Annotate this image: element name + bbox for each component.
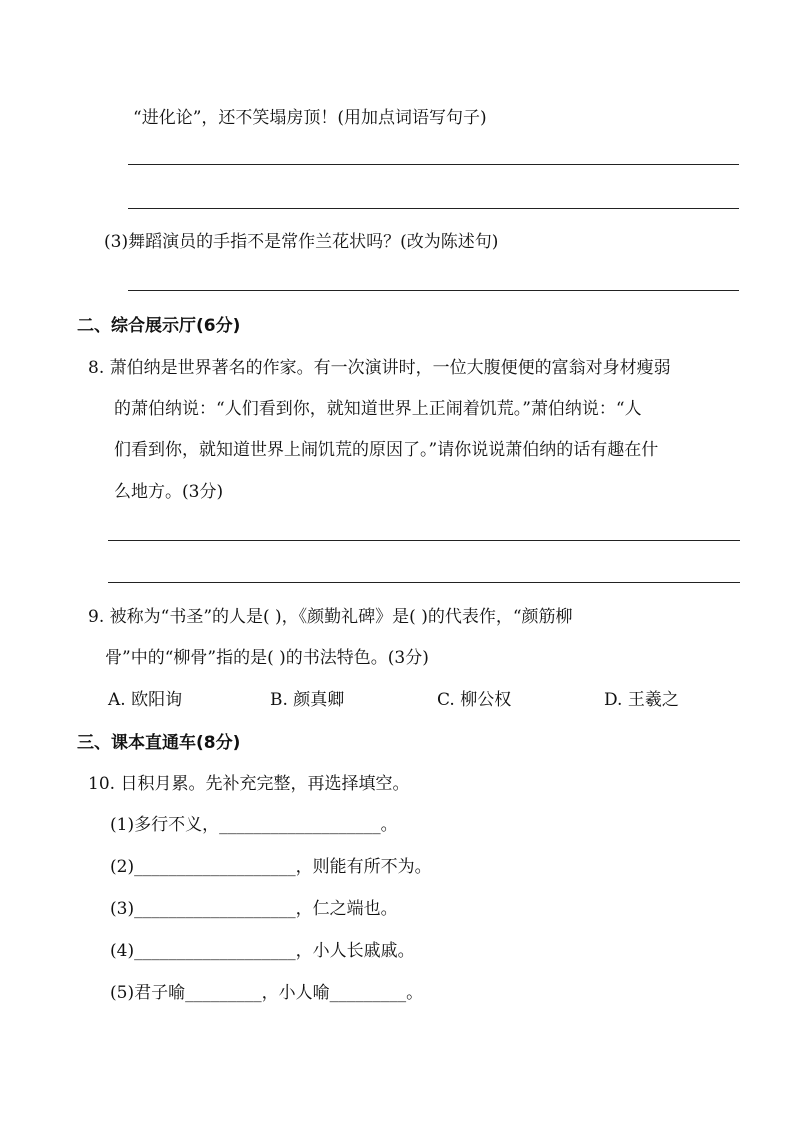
question-9-line: 骨”中的“柳骨”指的是( )的书法特色。(3分) <box>105 648 429 668</box>
question-8-line: 么地方。(3分) <box>114 482 224 502</box>
option-d: D. 王羲之 <box>604 690 679 710</box>
question-10-item: (2)___________________，则能有所不为。 <box>110 857 432 877</box>
answer-line <box>108 582 740 583</box>
section-3-heading: 三、课本直通车(8分) <box>77 733 241 753</box>
question-9-line: 9. 被称为“书圣”的人是( )，《颜勤礼碑》是( )的代表作，“颜筋柳 <box>88 607 573 627</box>
question-8-line: 8. 萧伯纳是世界著名的作家。有一次演讲时，一位大腹便便的富翁对身材瘦弱 <box>88 358 671 378</box>
question-10-title: 10. 日积月累。先补充完整，再选择填空。 <box>88 774 410 794</box>
question-10-item: (1)多行不义，___________________。 <box>110 815 398 835</box>
option-c: C. 柳公权 <box>437 690 512 710</box>
question-10-item: (5)君子喻_________，小人喻_________。 <box>110 983 424 1003</box>
option-a: A. 欧阳询 <box>108 690 183 710</box>
section-2-heading: 二、综合展示厅(6分) <box>77 316 241 336</box>
question-8-line: 们看到你，就知道世界上闹饥荒的原因了。”请你说说萧伯纳的话有趣在什 <box>114 440 659 460</box>
answer-line <box>128 208 739 209</box>
answer-line <box>128 164 739 165</box>
option-b: B. 颜真卿 <box>270 690 345 710</box>
question-7-3: (3)舞蹈演员的手指不是常作兰花状吗？(改为陈述句) <box>104 232 499 252</box>
question-10-item: (4)___________________，小人长戚戚。 <box>110 941 415 961</box>
answer-line <box>108 540 740 541</box>
question-10-item: (3)___________________，仁之端也。 <box>110 899 398 919</box>
question-7-continuation: “进化论”，还不笑塌房顶！(用加点词语写句子) <box>133 108 487 128</box>
question-8-line: 的萧伯纳说：“人们看到你，就知道世界上正闹着饥荒。”萧伯纳说：“人 <box>114 399 642 419</box>
answer-line <box>128 290 739 291</box>
